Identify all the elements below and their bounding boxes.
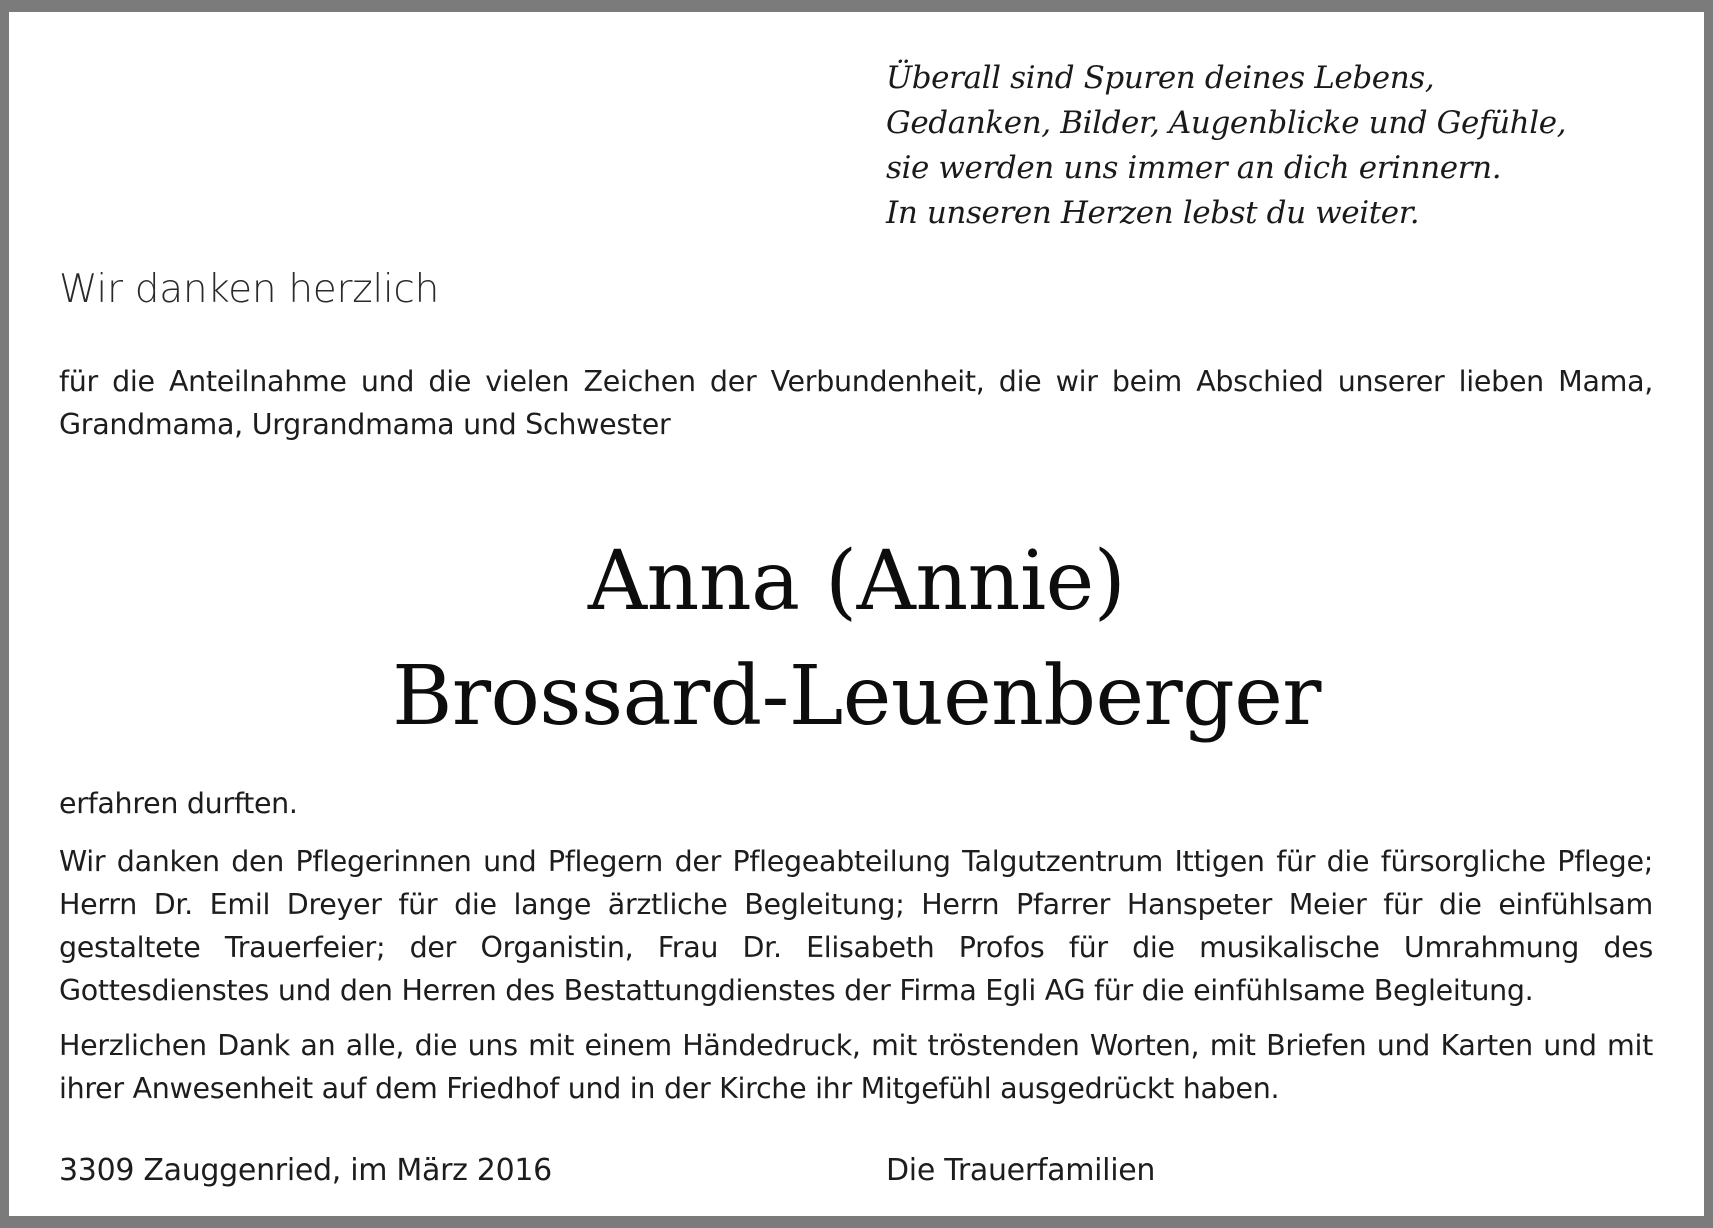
- poem-line-4: In unseren Herzen lebst du weiter.: [886, 195, 1420, 231]
- deceased-name-last: Brossard-Leuenberger: [392, 649, 1321, 744]
- place-date: 3309 Zauggenried, im März 2016: [59, 1153, 552, 1188]
- poem-line-3: sie werden uns immer an dich erinnern.: [886, 150, 1502, 186]
- signature: Die Trauerfamilien: [886, 1153, 1156, 1188]
- deceased-name-first: Anna (Annie): [587, 534, 1126, 629]
- memorial-poem: [886, 56, 1566, 236]
- thanks-paragraph-care: Wir danken den Pflegerinnen und Pflegern der Pflegeabteilung Talgutzentrum Ittigen für die fürsorgliche Pflege; Herrn Dr. Emil Dreyer für die lange ärztliche Begleitung; Herrn Pfarrer Hanspeter Meier für die einfühlsam gestaltete Trauerfeier; der Organistin, Frau Dr. Elisabeth Profos für die musikalische Umrahmung des Gottesdienstes und den Herren des Bestattungdienstes der Firma Egli AG für die einfühlsame Begleitung.: [59, 845, 1653, 1007]
- poem-line-1: Überall sind Spuren deines Lebens,: [886, 60, 1435, 96]
- thanks-paragraph-all: Herzlichen Dank an alle, die uns mit einem Händedruck, mit tröstenden Worten, mit Briefen und Karten und mit ihrer Anwesenheit auf dem Friedhof und in der Kirche ihr Mitgefühl ausgedrückt haben.: [59, 1029, 1653, 1105]
- thanks-heading: Wir danken herzlich: [59, 267, 439, 312]
- poem-line-2: Gedanken, Bilder, Augenblicke und Gefühle,: [886, 105, 1567, 141]
- received-text: erfahren durften.: [59, 787, 298, 820]
- intro-text: für die Anteilnahme und die vielen Zeichen der Verbundenheit, die wir beim Abschied unserer lieben Mama, Grandmama, Urgrandmama und Schwester: [59, 365, 1653, 441]
